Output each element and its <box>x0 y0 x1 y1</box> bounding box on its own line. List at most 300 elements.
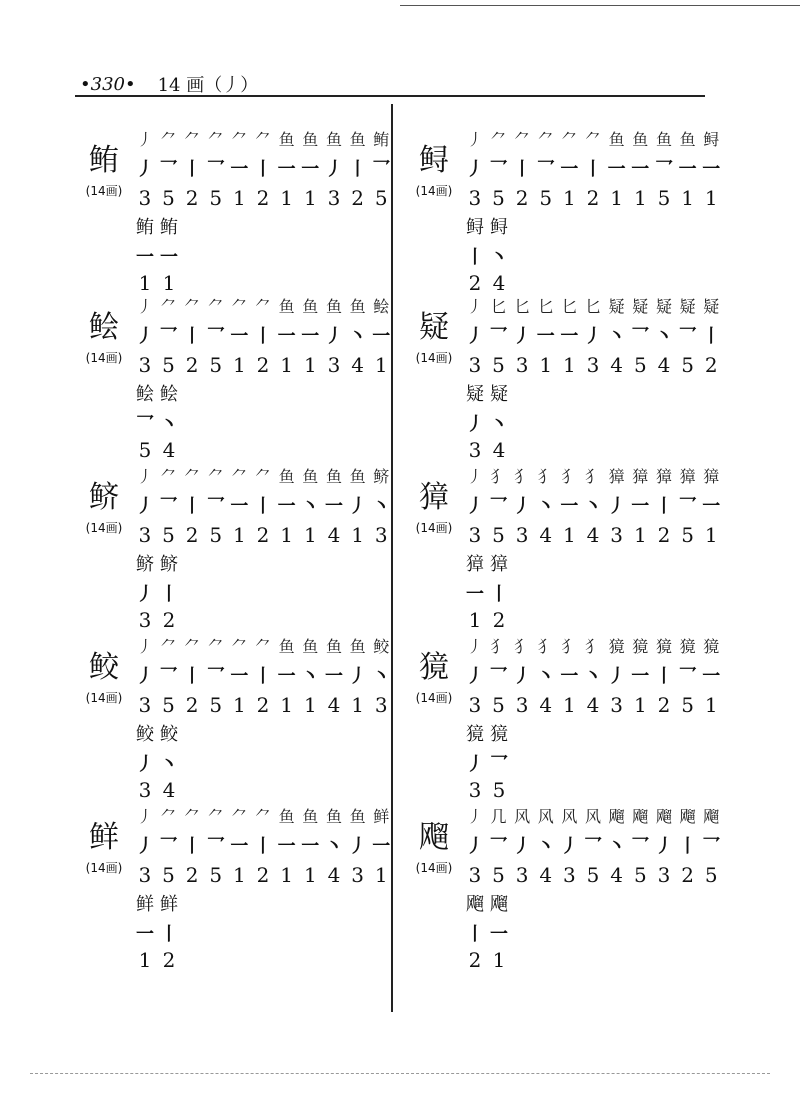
tail-code-sequence <box>133 948 193 972</box>
tail-stroke-sequence-cell: 一 <box>490 924 508 945</box>
stroke-code-sequence-cell: 5 <box>492 353 505 377</box>
stroke-sequence-cell: 丿 <box>324 159 343 180</box>
tail-code-sequence-cell: 4 <box>492 271 506 295</box>
stroke-code-sequence-cell: 5 <box>162 863 175 887</box>
stroke-sequence <box>463 832 723 858</box>
character-block <box>405 310 463 366</box>
stroke-stage-sequence-cell: ⺈ <box>231 296 248 316</box>
stroke-sequence-cell: 丶 <box>654 326 673 347</box>
section-title: 14 画（丿） <box>157 75 259 96</box>
stroke-stage-sequence-cell: 疑 <box>655 296 672 316</box>
stroke-code-sequence-cell: 2 <box>185 693 199 717</box>
stroke-stage-sequence <box>463 632 723 658</box>
stroke-code-sequence-cell: 1 <box>704 186 718 210</box>
stroke-sequence-cell: 乛 <box>489 836 508 857</box>
stroke-stage-sequence-cell: 飗 <box>655 806 672 826</box>
stroke-code-sequence-cell: 2 <box>681 863 694 887</box>
tail-stroke-sequence <box>463 920 523 946</box>
stroke-sequence-cell: 丿 <box>560 836 579 857</box>
tail-code-sequence-cell: 3 <box>138 608 152 632</box>
stroke-code-sequence-cell: 1 <box>633 693 647 717</box>
header-rule <box>75 95 705 97</box>
stroke-code-sequence-cell: 2 <box>185 523 199 547</box>
tail-stage-sequence-cell: 鲟 <box>490 217 508 238</box>
stroke-stage-sequence-cell: 鱼 <box>325 806 342 826</box>
stroke-sequence-cell: 乛 <box>206 159 225 180</box>
headword-character: 獍 <box>419 650 449 685</box>
stroke-code-sequence-cell: 4 <box>539 693 553 717</box>
tail-code-sequence <box>463 948 523 972</box>
stroke-code-sequence-cell: 1 <box>280 863 294 887</box>
tail-code-sequence-cell: 3 <box>468 438 482 462</box>
stroke-code-sequence-cell: 3 <box>468 523 482 547</box>
stroke-stage-sequence-cell: 风 <box>537 806 554 826</box>
tail-code-sequence-cell: 4 <box>162 778 176 802</box>
stroke-sequence-cell: 丨 <box>348 159 367 180</box>
stroke-sequence-cell: 乛 <box>489 666 508 687</box>
tail-code-sequence-cell: 1 <box>162 271 176 295</box>
stroke-sequence-cell: 一 <box>536 326 555 347</box>
stroke-sequence-cell: 乛 <box>536 159 555 180</box>
stroke-sequence-cell: 丿 <box>348 666 367 687</box>
stroke-code-sequence-cell: 3 <box>468 693 482 717</box>
stroke-sequence-cell: 丿 <box>607 496 626 517</box>
stroke-sequence-cell: 一 <box>702 496 721 517</box>
entry <box>75 802 405 972</box>
stroke-sequence-cell: 乛 <box>159 326 178 347</box>
stroke-stage-sequence-cell: 丿 <box>466 129 483 149</box>
stroke-code-sequence-cell: 3 <box>610 693 624 717</box>
stroke-stage-sequence-cell: 丿 <box>136 129 153 149</box>
stroke-sequence-cell: 丿 <box>607 666 626 687</box>
tail-stroke-sequence-cell: 丿 <box>466 754 484 775</box>
stroke-sequence-cell: 一 <box>372 836 391 857</box>
stroke-code-sequence-cell: 4 <box>327 863 341 887</box>
tail-code-sequence-cell: 1 <box>468 608 482 632</box>
stroke-sequence-cell: 乛 <box>678 326 697 347</box>
tail-stroke-sequence-cell: 一 <box>136 924 154 945</box>
tail-stage-sequence <box>463 890 523 916</box>
stroke-stage-sequence-cell: ⺈ <box>231 636 248 656</box>
stroke-sequence-cell: 丨 <box>654 496 673 517</box>
stroke-stage-sequence-cell: 鲟 <box>703 129 720 149</box>
tail-stage-sequence-cell: 鲙 <box>136 384 154 405</box>
tail-code-sequence-cell: 3 <box>138 778 152 802</box>
stroke-code-sequence-cell: 1 <box>303 693 317 717</box>
tail-stage-sequence <box>133 213 193 239</box>
stroke-sequence-cell: 丨 <box>702 326 721 347</box>
stroke-code-sequence-cell: 4 <box>586 693 600 717</box>
stroke-code-sequence-cell: 1 <box>704 693 718 717</box>
stroke-sequence <box>463 155 723 181</box>
stroke-stage-sequence-cell: 丿 <box>466 806 483 826</box>
stroke-sequence-cell: 乛 <box>206 496 225 517</box>
stroke-sequence-cell: 丿 <box>348 496 367 517</box>
stroke-code-sequence-cell: 3 <box>563 863 576 887</box>
stroke-sequence-cell: 丶 <box>536 666 555 687</box>
stroke-code-sequence-cell: 1 <box>351 693 364 717</box>
entry <box>75 632 405 802</box>
stroke-sequence-cell: 一 <box>631 159 650 180</box>
stroke-code-sequence-cell: 1 <box>233 863 246 887</box>
tail-code-sequence-cell: 5 <box>492 778 506 802</box>
stroke-stage-sequence-cell: 鱼 <box>608 129 625 149</box>
tail-stroke-sequence-cell: 丨 <box>160 924 178 945</box>
stroke-stage-sequence-cell: ⺈ <box>184 466 201 486</box>
tail-code-sequence <box>463 778 523 802</box>
stroke-stage-sequence-cell: 疑 <box>703 296 720 316</box>
tail-stroke-sequence <box>463 243 523 269</box>
stroke-stage-sequence-cell: 犭 <box>514 466 531 486</box>
stroke-code-sequence <box>133 185 393 211</box>
stroke-code-sequence-cell: 3 <box>515 353 529 377</box>
tail-stage-sequence-cell: 疑 <box>466 384 484 405</box>
stroke-sequence-cell: 乛 <box>159 496 178 517</box>
stroke-code-sequence-cell: 1 <box>280 186 294 210</box>
stroke-count-note: (14画) <box>415 184 453 198</box>
stroke-code-sequence-cell: 5 <box>633 863 647 887</box>
stroke-code-sequence-cell: 5 <box>209 693 223 717</box>
stroke-code-sequence-cell: 4 <box>657 353 671 377</box>
stroke-stage-sequence-cell: 匕 <box>585 296 602 316</box>
stroke-code-sequence-cell: 2 <box>515 186 529 210</box>
stroke-stage-sequence-cell: ⺈ <box>184 296 201 316</box>
stroke-code-sequence-cell: 5 <box>704 863 718 887</box>
stroke-code-sequence-cell: 1 <box>563 186 576 210</box>
stroke-count-note: (14画) <box>415 861 453 875</box>
stroke-code-sequence-cell: 1 <box>633 523 647 547</box>
stroke-code-sequence-cell: 1 <box>233 353 246 377</box>
stroke-sequence-cell: 丨 <box>584 159 603 180</box>
stroke-stage-sequence-cell: 几 <box>490 806 507 826</box>
tail-stage-sequence-cell: 獐 <box>466 554 484 575</box>
tail-code-sequence-cell: 1 <box>492 948 506 972</box>
stroke-count-note: (14画) <box>85 691 123 705</box>
stroke-stage-sequence-cell: 犭 <box>561 636 578 656</box>
tail-stroke-sequence-cell: 丿 <box>136 584 154 605</box>
tail-stage-sequence-cell: 獍 <box>490 724 508 745</box>
stroke-sequence-cell: 一 <box>607 159 626 180</box>
stroke-stage-sequence-cell: 丿 <box>466 636 483 656</box>
stroke-code-sequence-cell: 4 <box>327 693 341 717</box>
stroke-code-sequence-cell: 1 <box>563 523 576 547</box>
stroke-sequence-cell: 丨 <box>254 159 273 180</box>
stroke-stage-sequence-cell: 鱼 <box>302 466 319 486</box>
stroke-code-sequence-cell: 3 <box>374 693 388 717</box>
stroke-stage-sequence-cell: 丿 <box>466 466 483 486</box>
stroke-code-sequence <box>463 185 723 211</box>
stroke-stage-sequence <box>133 292 393 318</box>
stroke-stage-sequence-cell: 疑 <box>632 296 649 316</box>
stroke-stage-sequence-cell: ⺈ <box>207 806 224 826</box>
stroke-sequence-cell: 乛 <box>159 159 178 180</box>
stroke-stage-sequence-cell: 獍 <box>679 636 696 656</box>
stroke-stage-sequence-cell: 鱼 <box>349 806 366 826</box>
stroke-sequence-cell: 丿 <box>513 496 532 517</box>
stroke-code-sequence-cell: 5 <box>586 863 600 887</box>
stroke-stage-sequence <box>133 462 393 488</box>
stroke-sequence-cell: 丶 <box>536 836 555 857</box>
stroke-sequence-cell: 丶 <box>301 496 320 517</box>
stroke-stage-sequence-cell: 鱼 <box>278 636 295 656</box>
stroke-code-sequence <box>463 352 723 378</box>
stroke-sequence-cell: 乛 <box>678 496 697 517</box>
stroke-code-sequence-cell: 4 <box>610 353 624 377</box>
stroke-stage-sequence-cell: 匕 <box>490 296 507 316</box>
character-block <box>405 143 463 199</box>
stroke-stage-sequence-cell: 犭 <box>537 466 554 486</box>
stroke-sequence-cell: 乛 <box>489 159 508 180</box>
tail-stage-sequence <box>133 380 193 406</box>
stroke-sequence-cell: 丶 <box>301 666 320 687</box>
tail-stroke-sequence-cell: 乛 <box>136 414 154 435</box>
stroke-stage-sequence-cell: ⺈ <box>184 636 201 656</box>
stroke-code-sequence-cell: 1 <box>374 353 388 377</box>
stroke-stage-sequence-cell: 鱼 <box>679 129 696 149</box>
tail-stage-sequence-cell: 獐 <box>490 554 508 575</box>
stroke-code-sequence-cell: 5 <box>539 186 553 210</box>
stroke-code-sequence-cell: 3 <box>515 693 529 717</box>
stroke-stage-sequence-cell: ⺈ <box>207 296 224 316</box>
stroke-sequence-cell: 乛 <box>489 326 508 347</box>
stroke-stage-sequence-cell: 匕 <box>561 296 578 316</box>
page-number: •330• <box>80 73 136 95</box>
stroke-stage-sequence-cell: ⺈ <box>255 806 272 826</box>
stroke-stage-sequence-cell: ⺈ <box>207 466 224 486</box>
headword-character: 鲔 <box>89 143 119 178</box>
headword-character: 獐 <box>419 480 449 515</box>
stroke-stage-sequence-cell: 犭 <box>585 466 602 486</box>
tail-stage-sequence-cell: 鲜 <box>136 894 154 915</box>
stroke-sequence-cell: 乛 <box>631 836 650 857</box>
stroke-sequence-cell: 一 <box>277 326 296 347</box>
stroke-stage-sequence-cell: 飗 <box>608 806 625 826</box>
stroke-code-sequence-cell: 5 <box>162 186 175 210</box>
stroke-stage-sequence-cell: 獐 <box>679 466 696 486</box>
stroke-sequence-cell: 一 <box>631 496 650 517</box>
stroke-code-sequence-cell: 3 <box>586 353 600 377</box>
stroke-stage-sequence-cell: ⺈ <box>207 636 224 656</box>
stroke-sequence-cell: 丶 <box>607 836 626 857</box>
stroke-stage-sequence-cell: ⺈ <box>585 129 602 149</box>
stroke-code-sequence-cell: 5 <box>492 523 505 547</box>
stroke-stage-sequence-cell: ⺈ <box>255 636 272 656</box>
top-rule <box>400 5 800 6</box>
stroke-count-note: (14画) <box>85 861 123 875</box>
stroke-sequence-cell: 一 <box>277 836 296 857</box>
stroke-sequence-cell: 丿 <box>135 496 154 517</box>
tail-stage-sequence-cell: 獍 <box>466 724 484 745</box>
stroke-code-sequence-cell: 1 <box>280 353 294 377</box>
stroke-stage-sequence-cell: 鱼 <box>278 466 295 486</box>
stroke-stage-sequence-cell: ⺈ <box>160 296 177 316</box>
stroke-sequence-cell: 一 <box>277 159 296 180</box>
stroke-code-sequence-cell: 1 <box>303 863 317 887</box>
tail-stage-sequence <box>463 550 523 576</box>
character-block <box>75 143 133 199</box>
stroke-code-sequence-cell: 5 <box>657 186 671 210</box>
tail-code-sequence-cell: 4 <box>162 438 176 462</box>
tail-stroke-sequence-cell: 一 <box>466 584 484 605</box>
stroke-stage-sequence <box>133 125 393 151</box>
stroke-sequence-cell: 一 <box>678 159 697 180</box>
stroke-sequence-cell: 丿 <box>465 666 484 687</box>
character-block <box>75 650 133 706</box>
stroke-stage-sequence-cell: 鲚 <box>373 466 390 486</box>
stroke-code-sequence-cell: 3 <box>468 863 482 887</box>
stroke-sequence-cell: 丿 <box>135 159 154 180</box>
stroke-stage-sequence-cell: 犭 <box>537 636 554 656</box>
page-header <box>80 64 700 104</box>
tail-code-sequence-cell: 1 <box>138 271 152 295</box>
stroke-sequence-cell: 一 <box>324 666 343 687</box>
stroke-stage-sequence-cell: ⺈ <box>160 466 177 486</box>
tail-stage-sequence-cell: 鲛 <box>160 724 178 745</box>
tail-stroke-sequence <box>133 580 193 606</box>
tail-code-sequence-cell: 3 <box>468 778 482 802</box>
stroke-code-sequence-cell: 4 <box>327 523 341 547</box>
stroke-code-sequence-cell: 1 <box>681 186 694 210</box>
stroke-stage-sequence-cell: 獍 <box>703 636 720 656</box>
stroke-stage-sequence-cell: 丿 <box>136 806 153 826</box>
stroke-sequence-cell: 丨 <box>513 159 532 180</box>
stroke-stage-sequence-cell: 鲜 <box>373 806 390 826</box>
character-block <box>75 480 133 536</box>
stroke-code-sequence-cell: 5 <box>162 523 175 547</box>
stroke-code-sequence <box>133 352 393 378</box>
stroke-stage-sequence-cell: 鱼 <box>302 806 319 826</box>
stroke-stage-sequence-cell: ⺈ <box>160 129 177 149</box>
stroke-code-sequence-cell: 1 <box>303 523 317 547</box>
stroke-stage-sequence-cell: 鱼 <box>655 129 672 149</box>
stroke-stage-sequence-cell: 獍 <box>608 636 625 656</box>
stroke-stage-sequence-cell: ⺈ <box>255 296 272 316</box>
stroke-sequence-cell: 一 <box>324 496 343 517</box>
stroke-stage-sequence-cell: 獐 <box>703 466 720 486</box>
tail-stroke-sequence-cell: 一 <box>136 247 154 268</box>
stroke-sequence-cell: 丨 <box>254 836 273 857</box>
stroke-count-note: (14画) <box>85 184 123 198</box>
stroke-code-sequence-cell: 5 <box>209 353 223 377</box>
tail-stage-sequence <box>133 720 193 746</box>
stroke-stage-sequence-cell: ⺈ <box>184 806 201 826</box>
stroke-stage-sequence-cell: 风 <box>561 806 578 826</box>
stroke-sequence-cell: 一 <box>301 836 320 857</box>
stroke-code-sequence-cell: 3 <box>327 186 341 210</box>
character-block <box>405 480 463 536</box>
stroke-code-sequence <box>133 522 393 548</box>
headword-character: 鲚 <box>89 480 119 515</box>
stroke-code-sequence-cell: 3 <box>515 863 529 887</box>
stroke-sequence-cell: 丨 <box>183 836 202 857</box>
stroke-code-sequence-cell: 2 <box>185 186 199 210</box>
stroke-code-sequence-cell: 2 <box>586 186 600 210</box>
tail-stroke-sequence-cell: 丿 <box>466 414 484 435</box>
stroke-code-sequence-cell: 1 <box>280 693 294 717</box>
stroke-sequence-cell: 丿 <box>135 326 154 347</box>
stroke-code-sequence <box>463 692 723 718</box>
tail-stage-sequence <box>463 213 523 239</box>
tail-stroke-sequence-cell: 丿 <box>136 754 154 775</box>
stroke-sequence-cell: 丿 <box>654 836 673 857</box>
stroke-stage-sequence-cell: 鲔 <box>373 129 390 149</box>
stroke-code-sequence-cell: 5 <box>492 693 505 717</box>
stroke-stage-sequence <box>133 632 393 658</box>
entry <box>405 292 735 462</box>
stroke-stage-sequence-cell: 獐 <box>632 466 649 486</box>
stroke-stage-sequence-cell: 鱼 <box>302 129 319 149</box>
stroke-sequence-cell: 一 <box>560 159 579 180</box>
tail-stage-sequence-cell: 鲚 <box>160 554 178 575</box>
stroke-sequence <box>463 492 723 518</box>
stroke-stage-sequence-cell: 飗 <box>632 806 649 826</box>
stroke-stage-sequence-cell: 犭 <box>561 466 578 486</box>
stroke-stage-sequence-cell: ⺈ <box>160 636 177 656</box>
stroke-stage-sequence-cell: 鱼 <box>349 636 366 656</box>
stroke-stage-sequence-cell: 獍 <box>632 636 649 656</box>
tail-stroke-sequence-cell: 丶 <box>160 754 178 775</box>
stroke-code-sequence-cell: 1 <box>280 523 294 547</box>
stroke-sequence-cell: 乛 <box>206 836 225 857</box>
entry <box>75 292 405 462</box>
tail-code-sequence-cell: 2 <box>162 608 176 632</box>
stroke-stage-sequence-cell: 獐 <box>655 466 672 486</box>
stroke-stage-sequence-cell: 匕 <box>537 296 554 316</box>
stroke-sequence-cell: 丨 <box>183 666 202 687</box>
stroke-sequence <box>133 155 393 181</box>
tail-stroke-sequence-cell: 丨 <box>160 584 178 605</box>
stroke-sequence-cell: 丿 <box>465 326 484 347</box>
stroke-sequence-cell: 一 <box>702 666 721 687</box>
stroke-stage-sequence-cell: ⺈ <box>184 129 201 149</box>
headword-character: 鲟 <box>419 143 449 178</box>
stroke-sequence-cell: 丿 <box>135 666 154 687</box>
tail-stroke-sequence-cell: 丨 <box>490 584 508 605</box>
stroke-sequence-cell: 丶 <box>584 666 603 687</box>
stroke-sequence-cell: 丶 <box>348 326 367 347</box>
stroke-code-sequence-cell: 3 <box>351 863 364 887</box>
stroke-code-sequence-cell: 1 <box>563 353 576 377</box>
stroke-code-sequence <box>463 522 723 548</box>
stroke-sequence-cell: 丿 <box>513 326 532 347</box>
stroke-stage-sequence-cell: 鱼 <box>278 296 295 316</box>
stroke-stage-sequence-cell: ⺈ <box>514 129 531 149</box>
stroke-stage-sequence-cell: ⺈ <box>490 129 507 149</box>
tail-code-sequence-cell: 2 <box>492 608 506 632</box>
stroke-code-sequence-cell: 1 <box>351 523 364 547</box>
stroke-sequence-cell: 乛 <box>654 159 673 180</box>
stroke-code-sequence-cell: 1 <box>610 186 624 210</box>
headword-character: 疑 <box>419 310 449 345</box>
stroke-stage-sequence-cell: 鱼 <box>278 129 295 149</box>
stroke-code-sequence-cell: 3 <box>610 523 624 547</box>
stroke-stage-sequence-cell: 鱼 <box>278 806 295 826</box>
stroke-sequence-cell: 一 <box>301 159 320 180</box>
stroke-stage-sequence-cell: 鱼 <box>632 129 649 149</box>
tail-stroke-sequence-cell: 丶 <box>490 414 508 435</box>
stroke-stage-sequence-cell: 鱼 <box>349 466 366 486</box>
stroke-code-sequence-cell: 2 <box>256 353 270 377</box>
stroke-count-note: (14画) <box>85 351 123 365</box>
stroke-sequence-cell: 丿 <box>513 666 532 687</box>
stroke-code-sequence-cell: 3 <box>138 186 152 210</box>
stroke-sequence-cell: 乛 <box>489 496 508 517</box>
stroke-stage-sequence-cell: 疑 <box>679 296 696 316</box>
stroke-stage-sequence-cell: 鱼 <box>302 636 319 656</box>
stroke-sequence-cell: 丨 <box>183 159 202 180</box>
stroke-code-sequence <box>133 862 393 888</box>
stroke-stage-sequence-cell: ⺈ <box>231 466 248 486</box>
